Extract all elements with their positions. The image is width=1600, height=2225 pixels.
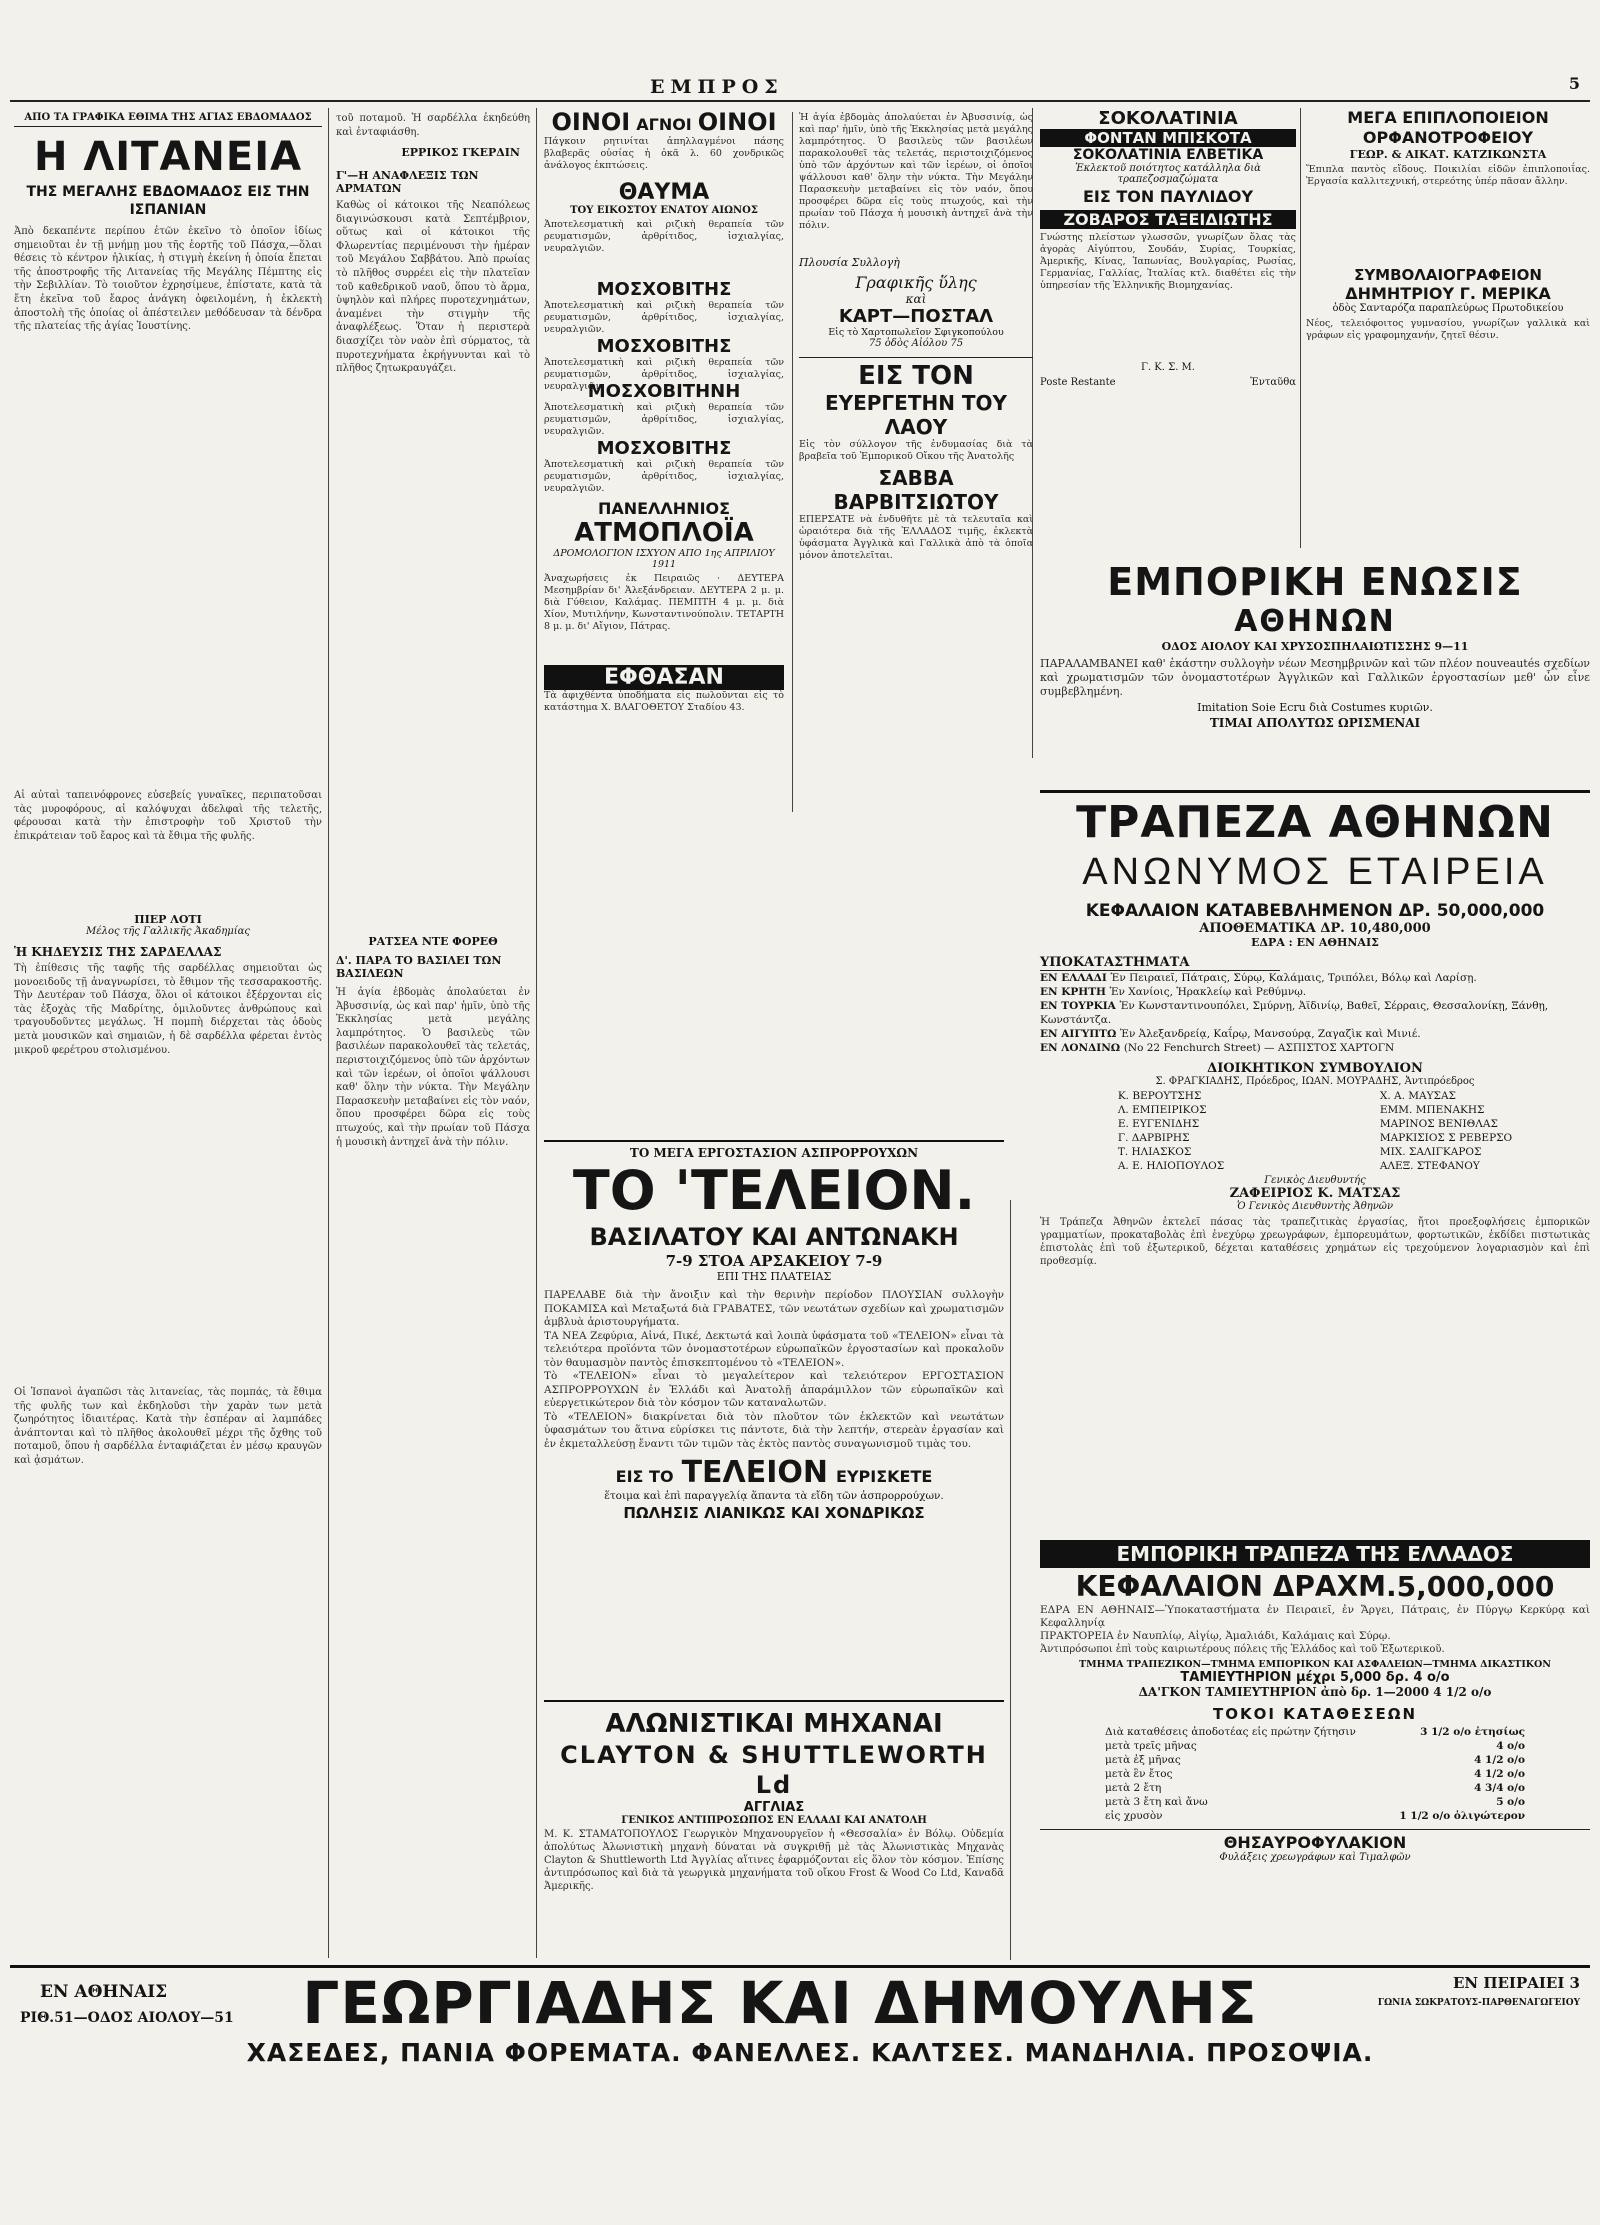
ad-body: Ἀποτελεσματικὴ καὶ ριζικὴ θεραπεία τῶν ρευματισμῶν, ἀρθρίτιδος, ἰσχιαλγίας, νευραλγιῶν. xyxy=(544,459,784,494)
bank-branch-place: ΕΝ ΕΛΛΑΔΙ xyxy=(1040,972,1111,984)
ad-teleion xyxy=(544,1140,1004,1580)
board-member: ΑΛΕΞ. ΣΤΕΦΑΝΟΥ xyxy=(1379,1160,1480,1172)
threshers-brand: CLAYTON & SHUTTLEWORTH Ld xyxy=(560,1741,988,1799)
ad-commercial-bank xyxy=(1040,1540,1590,1960)
interest-rate: 3 1/2 ο/ο ἐτησίως xyxy=(1420,1726,1525,1738)
board-member: ΜΑΡΙΝΟΣ ΒΕΝΙΘΛΑΣ xyxy=(1379,1118,1498,1130)
teleion-body: Τὸ «ΤΕΛΕΙΟΝ» εἶναι τὸ μεγαλείτερον καὶ τελειότερον ΕΡΓΟΣΤΑΣΙΟΝ ΑΣΠΡΟΡΡΟΥΧΩΝ ἐν Ἑλλάδι καὶ Ἀνατολῇ ἀπαράμιλλον τῶν εὐρωπαϊκῶν καὶ εὐεργετικώτερον διὰ τὸν κόσμον τῶν καταναλωτῶν. xyxy=(544,1370,1004,1409)
column-rule xyxy=(328,108,329,1958)
bank2-savings-2: ΔΑ'ΓΚΟΝ ΤΑΜΙΕΥΤΗΡΙΟΝ ἀπὸ δρ. 1—2000 4 1/2 ο/ο xyxy=(1138,1685,1492,1699)
bank2-departments: ΤΜΗΜΑ ΤΡΑΠΕΖΙΚΟΝ—ΤΜΗΜΑ ΕΜΠΟΡΙΚΟΝ ΚΑΙ ΑΣΦΑΛΕΙΩΝ—ΤΜΗΜΑ ΔΙΚΑΣΤΙΚΟΝ xyxy=(1079,1659,1551,1670)
ad-subtitle: ΤΟΥ ΕΙΚΟΣΤΟΥ ΕΝΑΤΟΥ ΑΙΩΝΟΣ xyxy=(570,205,758,216)
ad-body: Ἀποτελεσματικὴ καὶ ριζικὴ θεραπεία τῶν ρευματισμῶν, ἀρθρίτιδος, ἰσχιαλγίας, νευραλγιῶν. xyxy=(544,219,784,254)
board-list-left xyxy=(1118,1089,1224,1173)
ad-title: ΜΟΣΧΟΒΙΤΗΣ xyxy=(596,438,732,459)
article-signature: ΡΑΤΣΕΑ ΝΤΕ ΦΟΡΕΘ xyxy=(368,935,498,948)
interest-rate: 4 ο/ο xyxy=(1496,1740,1525,1752)
bank-branch-list: Ἐν Κωνσταντινουπόλει, Σμύρνῃ, Ἀϊδινίῳ, Βαθεῖ, Σέρραις, Θεσσαλονίκῃ, Ξάνθῃ, Κωνστάντζα. xyxy=(1040,1000,1549,1026)
bank-branch-list: Ἐν Πειραιεῖ, Πάτραις, Σύρῳ, Καλάμαις, Τριπόλει, Βόλῳ καὶ Λαρίσῃ. xyxy=(1110,972,1477,984)
bank-seat: ΕΔΡΑ : ΕΝ ΑΘΗΝΑΙΣ xyxy=(1251,936,1379,949)
bank-director-sub: Ὁ Γενικὸς Διευθυντὴς Ἀθηνῶν xyxy=(1236,1201,1394,1212)
footer-right-address: ΓΩΝΙΑ ΣΩΚΡΑΤΟΥΣ-ΠΑΡΘΕΝΑΓΩΓΕΙΟΥ xyxy=(1377,1998,1580,2008)
threshers-title: ΑΛΩΝΙΣΤΙΚΑΙ ΜΗΧΑΝΑΙ xyxy=(544,1700,1004,1740)
teleion-body: Τὸ «ΤΕΛΕΙΟΝ» διακρίνεται διὰ τὸν πλοῦτον τῶν ἐκλεκτῶν καὶ νεωτάτων ὑφασμάτων του ἅτινα εὑρίσκει τις πάντοτε, διὰ τὴν λεπτήν, στερεὰν ἐργασίαν καὶ ἐν ἐκμεταλλεύσῃ ἔναντι τῶν τιμῶν τὰς ἐκτὸς παντὸς συναγωνισμοῦ τιμὰς του. xyxy=(544,1410,1004,1450)
board-member: Γ. ΔΑΡΒΙΡΗΣ xyxy=(1117,1132,1190,1144)
board-member: Κ. ΒΕΡΟΥΤΣΗΣ xyxy=(1117,1090,1202,1102)
wine-ad-title: ΟΙΝΟΙ ΑΓΝΟΙ ΟΙΝΟΙ xyxy=(551,108,777,136)
ad-title: ΦΟΝΤΑΝ ΜΠΙΣΚΟΤΑ xyxy=(1040,129,1296,147)
ads-column-3a xyxy=(544,108,784,808)
ad-title: ΣΥΜΒΟΛΑΙΟΓΡΑΦΕΙΟΝ xyxy=(1354,266,1542,284)
teleion-address-2: ΕΠΙ ΤΗΣ ΠΛΑΤΕΙΑΣ xyxy=(716,1270,832,1283)
bank2-interest-table xyxy=(1105,1725,1525,1823)
ad-body: Τὰ ἀφιχθέντα ὑποδήματα εἰς πωλοῦνται εἰς τὸ κατάστημα Χ. ΒΛΑΓΟΘΕΤΟΥ Σταδίου 43. xyxy=(544,690,784,713)
bank2-interest-heading: ΤΟΚΟΙ ΚΑΤΑΘΕΣΕΩΝ xyxy=(1212,1705,1418,1723)
ad-title: ΣΟΚΟΛΑΤΙΝΙΑ ΕΛΒΕΤΙΚΑ xyxy=(1072,147,1264,163)
ad-body: Ἀποτελεσματικὴ καὶ ριζικὴ θεραπεία τῶν ρευματισμῶν, ἀρθρίτιδος, ἰσχιαλγίας, νευραλγιῶν. xyxy=(544,300,784,335)
ad-note: Imitation Soie Ecru διὰ Costumes κυριῶν. xyxy=(1197,701,1433,714)
teleion-address: 7-9 ΣΤΟΑ ΑΡΣΑΚΕΙΟΥ 7-9 xyxy=(665,1252,883,1270)
bank-branch-list: Ἐν Ἀλεξανδρείᾳ, Καΐρῳ, Μανσούρᾳ, Ζαγαζὶκ καὶ Μινιέ. xyxy=(1120,1028,1421,1040)
bank-branch-list: Ἐν Χανίοις, Ἡρακλείῳ καὶ Ρεθύμνῳ. xyxy=(1109,986,1307,998)
ad-signature: Γ. Κ. Σ. Μ. xyxy=(1141,362,1195,373)
bank-board-president: Σ. ΦΡΑΓΚΙΑΔΗΣ, Πρόεδρος, ΙΩΑΝ. ΜΟΥΡΑΔΗΣ, Ἀντιπρόεδρος xyxy=(1155,1076,1475,1087)
bank-subtitle: ΑΝΩΝΥΜΟΣ ΕΤΑΙΡΕΙΑ xyxy=(1082,851,1548,893)
ad-body: Ἔπιπλα παντὸς εἴδους. Ποικιλίαι εἰδῶν ἐπιπλοποιΐας. Ἐργασία καλλιτεχνική, στερεότης ὑπέρ πᾶσαν ἄλλην. xyxy=(1306,164,1590,187)
bank2-savings: ΤΑΜΙΕΥΤΗΡΙΟΝ μέχρι 5,000 δρ. 4 ο/ο xyxy=(1180,1670,1450,1685)
ad-emporiki-enosis xyxy=(1040,560,1590,770)
article-title: Η ΛΙΤΑΝΕΙΑ xyxy=(33,134,303,180)
stationery-ad-head: Πλουσία Συλλογὴ xyxy=(799,256,900,269)
ads-column-4a xyxy=(1040,108,1296,548)
board-member: Χ. Α. ΜΑΥΣΑΣ xyxy=(1379,1090,1456,1102)
ad-title: ΜΟΣΧΟΒΙΤΗΣ xyxy=(596,279,732,300)
footer-items: ΧΑΣΕΔΕΣ, ΠΑΝΙΑ ΦΟΡΕΜΑΤΑ. ΦΑΝΕΛΛΕΣ. ΚΑΛΤΣΕΣ. ΜΑΝΔΗΛΙΑ. ΠΡΟΣΟΨΙΑ. xyxy=(246,2038,1374,2067)
column-rule xyxy=(1300,108,1301,548)
teleion-kicker: ΤΟ ΜΕΓΑ ΕΡΓΟΣΤΑΣΙΟΝ ΑΣΠΡΟΡΡΟΥΧΩΝ xyxy=(544,1140,1004,1160)
ad-body: Ἀποτελεσματικὴ καὶ ριζικὴ θεραπεία τῶν ρευματισμῶν, ἀρθρίτιδος, ἰσχιαλγίας, νευραλγιῶν. xyxy=(544,402,784,437)
stationery-ad-title: Γραφικῆς ὕλης xyxy=(855,273,977,292)
interest-row xyxy=(1105,1809,1525,1823)
tailor-ad-name: ΣΑΒΒΑ ΒΑΡΒΙΤΣΙΩΤΟΥ xyxy=(833,466,999,514)
board-member: Ε. ΕΥΓΕΝΙΔΗΣ xyxy=(1117,1118,1200,1130)
ad-body: Νέος, τελειόφοιτος γυμνασίου, γνωρίζων γαλλικὰ καὶ γράφων εἰς γραφομηχανήν, ζητεῖ θέσιν. xyxy=(1306,318,1590,341)
masthead xyxy=(10,74,1590,102)
teleion-body: ΠΑΡΕΛΑΒΕ διὰ τὴν ἄνοιξιν καὶ τὴν θερινὴν περίοδον ΠΛΟΥΣΙΑΝ συλλογὴν ΠΟΚΑΜΙΣΑ καὶ Μεταξωτά διὰ ΓΡΑΒΑΤΕΣ, τῶν νεωτάτων σχεδίων καὶ χρωματισμῶν ἀμβλυὰ ἀριστουργήματα. xyxy=(544,1289,1004,1328)
page-number: 5 xyxy=(1568,74,1580,93)
teleion-find: ΕΙΣ ΤΟ ΤΕΛΕΙΟΝ ΕΥΡΙΣΚΕΤΕ xyxy=(615,1455,933,1490)
wine-ad-body: Πάγκοιν ρητινίται ἀπηλλαγμένοι πάσης βλαβερᾶς οὐσίας ἡ ὀκᾶ λ. 60 χονδρικῶς ἀνάλογος ἐκπτώσεις. xyxy=(544,136,784,171)
bank-branches xyxy=(1040,971,1590,1055)
bank-branch-place: ΕΝ ΑΙΓΥΠΤΩ xyxy=(1040,1028,1120,1040)
ad-address: ΟΔΟΣ ΑΙΟΛΟΥ ΚΑΙ ΧΡΥΣΟΣΠΗΛΑΙΩΤΙΣΣΗΣ 9—11 xyxy=(1161,640,1469,653)
article-body: Οἱ Ἰσπανοὶ ἀγαπῶσι τὰς λιτανείας, τὰς πομπάς, τὰ ἔθιμα τῆς φυλῆς των καὶ ἐκδηλοῦσι τὴν χαρὰν των μετὰ ζωηρότητος ἰδιαιτέρας. Κατὰ τὴν ἐσπέραν αἱ λαμπάδες ἀνάπτονται καὶ τὸ πλῆθος ἀκολουθεῖ μέχρι τῆς ὄχθης τοῦ ποταμοῦ, ὅπου ἡ σαρδέλλα ἐνταφιάζεται ἐν μέσῳ κραυγῶν καὶ ᾀσμάτων. xyxy=(14,1387,322,1466)
interest-term: Διὰ καταθέσεις ἀποδοτέας εἰς πρώτην ζήτησιν xyxy=(1105,1726,1356,1738)
ad-title: ΣΟΚΟΛΑΤΙΝΙΑ xyxy=(1098,108,1238,129)
article-litaneia xyxy=(14,112,322,1952)
article-signature-note: Μέλος τῆς Γαλλικῆς Ἀκαδημίας xyxy=(86,926,250,937)
footer-brand: ΓΕΩΡΓΙΑΔΗΣ ΚΑΙ ΔΗΜΟΥΛΗΣ xyxy=(302,1969,1258,2037)
bank-branch-row xyxy=(1040,1041,1590,1055)
board-member: ΕΜΜ. ΜΠΕΝΑΚΗΣ xyxy=(1379,1104,1485,1116)
ad-contact: Poste Restante Ἐνταῦθα xyxy=(1040,377,1296,388)
stationery-ad-and: καὶ xyxy=(905,292,927,306)
interest-term: μετὰ 2 ἔτη xyxy=(1105,1782,1162,1794)
bank-branches-heading: ΥΠΟΚΑΤΑΣΤΗΜΑΤΑ xyxy=(1040,955,1280,971)
board-member: Α. Ε. ΗΛΙΟΠΟΥΛΟΣ xyxy=(1117,1160,1225,1172)
bank-branch-place: ΕΝ ΛΟΝΔΙΝΩ xyxy=(1040,1042,1124,1054)
interest-row xyxy=(1105,1767,1525,1781)
article-signature: ΕΡΡΙΚΟΣ ΓΚΕΡΔΙΝ xyxy=(401,146,520,159)
bank2-title: ΕΜΠΟΡΙΚΗ ΤΡΑΠΕΖΑ ΤΗΣ ΕΛΛΑΔΟΣ xyxy=(1040,1540,1590,1568)
board-member: ΜΙΧ. ΣΑΛΙΓΚΑΡΟΣ xyxy=(1379,1146,1482,1158)
ad-title: ΕΙΣ ΤΟΝ ΠΑΥΛΙΔΟΥ xyxy=(1082,187,1254,206)
ad-title: ΖΟΒΑΡΟΣ ΤΑΞΕΙΔΙΩΤΗΣ xyxy=(1040,210,1296,229)
teleion-body: ΤΑ ΝΕΑ Ζεφύρια, Αἰνά, Πικέ, Δεκτωτά καὶ λοιπὰ ὑφάσματα τοῦ «ΤΕΛΕΙΟΝ» εἶναι τὰ τελειότερα προϊόντα τῶν ὀνομαστοτέρων εὐρωπαϊκῶν ἐργοστασίων καὶ προκαλοῦν τὸν θαυμασμὸν παντὸς ἐπισκεπτομένου τὸ «ΤΕΛΕΙΟΝ». xyxy=(544,1329,1004,1369)
interest-term: μετὰ ἐξ μῆνας xyxy=(1105,1754,1181,1766)
ad-body: Ἀποτελεσματικὴ καὶ ριζικὴ θεραπεία τῶν ρευματισμῶν, ἀρθρίτιδος, ἰσχιαλγίας, νευραλγιῶν. xyxy=(544,357,784,392)
teleion-sell: ΠΩΛΗΣΙΣ ΛΙΑΝΙΚΩΣ ΚΑΙ ΧΟΝΔΡΙΚΩΣ xyxy=(623,1504,925,1522)
bank-director: ΖΑΦΕΙΡΙΟΣ Κ. ΜΑΤΣΑΣ xyxy=(1229,1186,1401,1201)
ads-column-3b xyxy=(792,112,1033,812)
bank2-vault: ΘΗΣΑΥΡΟΦΥΛΑΚΙΟΝ xyxy=(1040,1829,1590,1852)
bank-board-heading: ΔΙΟΙΚΗΤΙΚΟΝ ΣΥΜΒΟΥΛΙΟΝ xyxy=(1207,1061,1423,1076)
bank-branch-list: (No 22 Fenchurch Street) — ΑΣΠΙΣΤΟΣ ΧΑΡΤΟΓΝ xyxy=(1123,1042,1395,1054)
teleion-owners: ΒΑΣΙΛΑΤΟΥ ΚΑΙ ΑΝΤΩΝΑΚΗ xyxy=(589,1223,959,1251)
stationery-ad-address: 75 ὁδὸς Αἰόλου 75 xyxy=(868,338,964,349)
interest-term: μετὰ ἓν ἔτος xyxy=(1105,1768,1173,1780)
section-heading: Γ'—Η ΑΝΑΦΛΕΞΙΣ ΤΩΝ ΑΡΜΑΤΩΝ xyxy=(336,169,479,195)
ad-title: ΘΑΥΜΑ xyxy=(618,180,710,205)
board-member: ΜΑΡΚΙΣΙΟΣ Σ ΡΕΒΕΡΣΟ xyxy=(1379,1132,1513,1144)
interest-term: μετὰ τρεῖς μῆνας xyxy=(1105,1740,1197,1752)
ad-subtitle: ΓΕΩΡ. & ΑΙΚΑΤ. ΚΑΤΖΙΚΩΝΣΤΑ xyxy=(1349,148,1547,161)
interest-row xyxy=(1105,1795,1525,1809)
ad-title: ΜΟΣΧΟΒΙΤΗΝΗ xyxy=(587,381,741,402)
interest-rate: 1 1/2 ο/ο ὀλιγώτερον xyxy=(1399,1810,1525,1822)
threshers-country: ΑΓΓΛΙΑΣ xyxy=(743,1800,805,1815)
ad-bank-athens xyxy=(1040,790,1590,1530)
article-body: Καθὼς οἱ κάτοικοι τῆς Νεαπόλεως διαγινώσκουσι κατὰ Σεπτέμβριον, οὕτως καὶ οἱ κάτοικοι τῆς Φλωρεντίας περιμένουσι τὴν ἡμέραν τοῦ Μεγάλου Σαββάτου. Ἀπὸ πρωίας τὸ πλῆθος συρρέει εἰς τὴν πλατεῖαν τοῦ καθεδρικοῦ ναοῦ, ὅπου τὸ ἅρμα, ὑψηλὸν καὶ πλήρες πυροτεχνημάτων, ἀναμένει τὴν στιγμὴν τῆς ἀναφλέξεως. Ὅταν ἡ περιστερὰ διασχίζει τὸν ναὸν ἐπὶ σύρματος, τὰ πυροτεχνήματα ἐκρήγνυνται καὶ τὸ πλῆθος ζητωκραυγάζει. xyxy=(336,200,530,375)
tailor-ad-body: Εἰς τὸν σύλλογον τῆς ἐνδυμασίας διὰ τὰ βραβεῖα τοῦ Ἐμπορικοῦ Οἴκου τῆς Ἀνατολῆς xyxy=(799,439,1033,462)
ad-note: ΤΙΜΑΙ ΑΠΟΛΥΤΩΣ ΩΡΙΣΜΕΝΑΙ xyxy=(1209,716,1421,730)
board-member: Τ. ΗΛΙΑΣΚΟΣ xyxy=(1117,1146,1192,1158)
bank-branch-place: ΕΝ ΤΟΥΡΚΙΑ xyxy=(1040,1000,1120,1012)
shipping-ad-title: ΑΤΜΟΠΛΟΪΑ xyxy=(574,518,754,548)
article-kicker: ΑΠΟ ΤΑ ΓΡΑΦΙΚΑ ΕΘΙΜΑ ΤΗΣ ΑΓΙΑΣ ΕΒΔΟΜΑΔΟΣ xyxy=(14,112,322,127)
ad-title: ΕΜΠΟΡΙΚΗ ΕΝΩΣΙΣ xyxy=(1107,560,1523,604)
ad-title: ΜΟΣΧΟΒΙΤΗΣ xyxy=(596,336,732,357)
article-body: Αἱ αὐταὶ ταπεινόφρονες εὐσεβείς γυναῖκες, περιπατοῦσαι τὰς μυροφόρους, αἱ καλόψυχαι ἀδελφαὶ τῆς τελετῆς, φέρουσαι κατὰ τὴν ἐπιστροφὴν τοῦ Χριστοῦ τὴν ἐπικράτειαν τοῦ ἔαρος καὶ τὰ ἔθιμα τῆς φυλῆς. xyxy=(14,790,322,842)
bank-branch-row xyxy=(1040,999,1590,1027)
column-rule xyxy=(536,108,537,1958)
ad-body: ΠΑΡΑΛΑΜΒΑΝΕΙ καθ' ἑκάστην συλλογὴν νέων Μεσημβρινῶν καὶ τῶν πλέον nouveautés σχεδίων καὶ χρωματισμῶν τῶν ὀνομαστοτέρων Ἀγγλικῶν καὶ Γαλλικῶν ἐργοστασίων μεθ' ὧν εἶνε συμβεβλημένη. xyxy=(1040,657,1590,698)
ad-title: ΕΦΘΑΣΑΝ xyxy=(544,665,784,690)
stationery-ad-postcards: ΚΑΡΤ—ΠΟΣΤΑΛ xyxy=(838,306,994,327)
ad-address: ὁδὸς Σανταρόζα παραπλεύρως Πρωτοδικείου xyxy=(1332,303,1564,314)
footer-right-city: ΕΝ ΠΕΙΡΑΙΕΙ 3 xyxy=(1452,1974,1580,1992)
interest-rate: 4 1/2 ο/ο xyxy=(1474,1754,1525,1766)
bank2-capital: ΚΕΦΑΛΑΙΟΝ ΔΡΑΧΜ.5,000,000 xyxy=(1075,1570,1555,1603)
article-continued xyxy=(336,112,530,1952)
ad-threshers xyxy=(544,1700,1004,1960)
bank2-vault-sub: Φυλάξεις χρεωγράφων καὶ Τιμαλφῶν xyxy=(1219,1852,1411,1863)
interest-row xyxy=(1105,1781,1525,1795)
interest-term: εἰς χρυσὸν xyxy=(1105,1810,1163,1822)
article-body: Ἡ ἀγία ἑβδομὰς ἀπολαύεται ἐν Ἀβυσσινίᾳ, ὡς καὶ παρ' ἡμῖν, ὑπὸ τῆς Ἐκκλησίας μετὰ μεγάλης λαμπρότητος. Ὁ βασιλεὺς τῶν βασιλέων παρακολουθεῖ τὰς τελετάς, περιστοιχιζόμενος ὑπὸ τῶν ἀρχόντων καὶ τῶν ἱερέων, οἱ ὁποῖοι ψάλλουσι καθ' ὅλην τὴν νύκτα. Τὴν Μεγάλην Παρασκευὴν μεταβαίνει εἰς τὸν ναόν, ὅπου προσφέρει δῶρα εἰς τοὺς πτωχούς, καὶ τὴν πρωίαν τοῦ Πάσχα ἡ μουσικὴ ἀντηχεῖ ἀνὰ τὴν πόλιν. xyxy=(336,987,530,1148)
article-body: Ἡ ἀγία ἑβδομὰς ἀπολαύεται ἐν Ἀβυσσινίᾳ, ὡς καὶ παρ' ἡμῖν, ὑπὸ τῆς Ἐκκλησίας μετὰ μεγάλης λαμπρότητος. Ὁ βασιλεὺς τῶν βασιλέων παρακολουθεῖ τὰς τελετάς, περιστοιχιζόμενος ὑπὸ τῶν ἀρχόντων καὶ τῶν ἱερέων, οἱ ὁποῖοι ψάλλουσι καθ' ὅλην τὴν νύκτα. Τὴν Μεγάλην Παρασκευὴν μεταβαίνει εἰς τὸν ναόν, ὅπου προσφέρει δῶρα εἰς τοὺς πτωχούς, καὶ τὴν πρωίαν τοῦ Πάσχα ἡ μουσικὴ ἀντηχεῖ ἀνὰ τὴν πόλιν. xyxy=(799,112,1033,231)
board-list-right xyxy=(1380,1089,1512,1173)
ad-subtitle: Ἐκλεκτοῦ ποιότητος κατάλληλα διὰ τραπεζοσμαζώματα xyxy=(1075,163,1261,185)
tailor-ad-kicker: ΕΙΣ ΤΟΝ xyxy=(799,357,1033,391)
section-heading: Δ'. ΠΑΡΑ ΤΟ ΒΑΣΙΛΕΙ ΤΩΝ ΒΑΣΙΛΕΩΝ xyxy=(336,954,502,980)
section-heading: Ἡ ΚΗΔΕΥΣΙΣ ΤΗΣ ΣΑΡΔΕΛΛΑΣ xyxy=(14,945,222,959)
bank-director-heading: Γενικὸς Διευθυντής xyxy=(1264,1175,1366,1186)
footer-left-city: ΕΝ ΑΘΗΝΑΙΣ xyxy=(40,1982,168,2002)
paper-name: ΕΜΠΡΟΣ xyxy=(650,76,784,98)
teleion-find-line: ἕτοιμα καὶ ἐπὶ παραγγελίᾳ ἅπαντα τὰ εἴδη τῶν ἀσπρορρούχων. xyxy=(604,1490,944,1502)
bank-capital: ΚΕΦΑΛΑΙΟΝ ΚΑΤΑΒΕΒΛΗΜΕΝΟΝ ΔΡ. 50,000,000 xyxy=(1085,901,1545,921)
threshers-agent: ΓΕΝΙΚΟΣ ΑΝΤΙΠΡΟΣΩΠΟΣ ΕΝ ΕΛΛΑΔΙ ΚΑΙ ΑΝΑΤΟΛΗ xyxy=(621,1815,927,1826)
shipping-ad-subtitle: ΔΡΟΜΟΛΟΓΙΟΝ ΙΣΧΥΟΝ ΑΠΟ 1ης ΑΠΡΙΛΙΟΥ 1911 xyxy=(553,548,775,570)
ad-title: ΜΕΓΑ ΕΠΙΠΛΟΠΟΙΕΙΟΝ ΟΡΦΑΝΟΤΡΟΦΕΙΟΥ xyxy=(1347,108,1549,147)
ad-title: ΔΗΜΗΤΡΙΟΥ Γ. ΜΕΡΙΚΑ xyxy=(1345,284,1551,303)
article-signature: ΠΙΕΡ ΛΟΤΙ xyxy=(134,913,202,926)
column-rule xyxy=(1010,1200,1011,1960)
board-member: Λ. ΕΜΠΕΙΡΙΚΟΣ xyxy=(1117,1104,1207,1116)
ad-body: Γνώστης πλείστων γλωσσῶν, γνωρίζων ὅλας τὰς ἀγορὰς Αἰγύπτου, Σουδάν, Συρίας, Τουρκίας, Ἀμερικῆς, Κίνας, Ἰαπωνίας, Βουλγαρίας, Ρωσίας, Γερμανίας, Γαλλίας, Ἰταλίας κτλ. διαθέτει εἰς τὴν ὑπηρεσίαν τῆς Ἑλληνικῆς Βιομηχανίας. xyxy=(1040,232,1296,291)
bank-branch-row xyxy=(1040,971,1590,985)
stationery-ad-shop: Εἰς τὸ Χαρτοπωλεῖον Σφιγκοπούλου xyxy=(828,327,1004,338)
teleion-title: ΤΟ 'ΤΕΛΕΙΟΝ. xyxy=(572,1159,976,1222)
ads-column-4b xyxy=(1306,108,1590,548)
bank-board-members xyxy=(1040,1089,1590,1173)
interest-row xyxy=(1105,1739,1525,1753)
interest-term: μετὰ 3 ἔτη καὶ ἄνω xyxy=(1105,1796,1208,1808)
interest-rate: 4 1/2 ο/ο xyxy=(1474,1768,1525,1780)
bank-branch-row xyxy=(1040,1027,1590,1041)
bank-branch-place: ΕΝ ΚΡΗΤΗ xyxy=(1040,986,1110,998)
tailor-ad-body: ΕΠΕΡΣΑΤΕ νὰ ἐνδυθῆτε μὲ τὰ τελευταῖα καὶ ὡραιότερα διὰ τῆς ἘΛΛΑΔΟΣ τιμῆς, ἐκλεκτὰ ὑφάσματα Ἀγγλικὰ καὶ Γαλλικὰ ἀπὸ τὰ ὁποῖα μόνον ἀποτελεῖται. xyxy=(799,514,1033,561)
interest-rate: 5 ο/ο xyxy=(1496,1796,1525,1808)
article-subtitle: ΤΗΣ ΜΕΓΑΛΗΣ ΕΒΔΟΜΑΔΟΣ ΕΙΣ ΤΗΝ ΙΣΠΑΝΙΑΝ xyxy=(26,184,310,218)
article-body: Ἀπὸ δεκαπέντε περίπου ἐτῶν ἐκεῖνο τὸ ὁποῖον ἰδίως σημειοῦται ἐν τῇ μνήμῃ μου τῆς ἑορτῆς τοῦ Πάσχα,—ὅλαι θέσεις τὸ κέντρον ἡλικίας, ἡ στιγμὴ ἐκείνη ἡ ὁποία ἔπεται τῆς ἀποστροφῆς τῆς Λιτανείας τῆς Μεγάλης Πέμπτης εἰς τὴν Σεβιλλίαν. Τὸ τοιοῦτον ἐχρησίμευε, ἐπίστατε, κατὰ τὰ ἔτη ἐκεῖνα τοῦ ἔαρος ἀνάγκη ὀφειλομένη, ἡ ἐκλεκτὴ ἀποστολὴ τῆς ὁποίας οἱ ἀπέστειλεν μεθόδευσαν τὰ δένδρα τῆς πλατείας τῆς ἁγίας Ἰουστίνης. xyxy=(14,226,322,333)
ad-city: ΑΘΗΝΩΝ xyxy=(1234,604,1396,639)
bank-reserve: ΑΠΟΘΕΜΑΤΙΚΑ ΔΡ. 10,480,000 xyxy=(1199,921,1431,936)
bank-branch-row xyxy=(1040,985,1590,999)
bank-body: Ἡ Τράπεζα Ἀθηνῶν ἐκτελεῖ πάσας τὰς τραπεζιτικὰς ἐργασίας, ἤτοι προεξοφλήσεις ἐμπορικῶν γραμματίων, προκαταβολὰς ἐπὶ ἐνεχύρῳ χρεωγράφων, ἐμπορευμάτων, φορτωτικῶν, ἐκδίδει πιστωτικὰς ἐπιστολὰς ἐπὶ τοῦ ἐξωτερικοῦ, δέχεται καταθέσεις χρημάτων εἰς τρεχούμενον λογαριασμὸν καὶ ἐπὶ προθεσμίᾳ. xyxy=(1040,1217,1590,1267)
interest-row xyxy=(1105,1725,1525,1739)
footer-left-address: ΡΙΘ.51—ΟΔΟΣ ΑΙΟΛΟΥ—51 xyxy=(20,2010,234,2026)
interest-row xyxy=(1105,1753,1525,1767)
shipping-ad-body: Ἀναχωρήσεις ἐκ Πειραιῶς · ΔΕΥΤΕΡΑ Μεσημβρίαν δι' Ἀλεξάνδρειαν. ΔΕΥΤΕΡΑ 2 μ. μ. διὰ Γύθειον, Καλάμας. ΠΕΜΠΤΗ 4 μ. μ. διὰ Χίον, Μυτιλήνην, Κωνσταντινούπολιν. ΤΕΤΑΡΤΗ 8 μ. μ. δι' Αἴγιον, Πάτρας. xyxy=(544,573,784,632)
footer-banner xyxy=(10,1965,1590,2093)
article-body: Τὴ ἐπίθεσις τῆς ταφῆς τῆς σαρδέλλας σημειοῦται ὡς μονοειδοῦς τῇ ἀναγνωρίσει, τὸ ἔθιμον τῆς τεσσαρακοστῆς. Τὴν Δευτέραν τοῦ Πάσχα, ὅλοι οἱ κάτοικοι ἐξέρχονται εἰς τὰς ἐξοχὰς τῆς Μαδρίτης, ὁμιλοῦντες ἀνθρώπους καὶ τραγουδοῦντες μεγάλως. Ἡ πομπὴ διέρχεται τὰς ὁδοὺς μετὰ μουσικῶν καὶ σημαιῶν, ἡ δὲ σαρδέλλα φέρεται ἐντὸς μικροῦ φερέτρου στολισμένου. xyxy=(14,963,322,1056)
bank2-seat: ΕΔΡΑ ΕΝ ΑΘΗΝΑΙΣ—Ὑποκαταστήματα ἐν Πειραιεῖ, ἐν Ἄργει, Πάτραις, ἐν Πύργῳ Κερκύρᾳ καὶ Κεφαλληνίᾳ xyxy=(1040,1604,1590,1629)
bank2-agencies-2: Ἀντιπρόσωποι ἐπὶ τοὺς καιριωτέρους πόλεις τῆς Ἑλλάδος καὶ τοῦ Ἐξωτερικοῦ. xyxy=(1040,1644,1445,1655)
interest-rate: 4 3/4 ο/ο xyxy=(1474,1782,1525,1794)
bank2-agencies: ΠΡΑΚΤΟΡΕΙΑ ἐν Ναυπλίῳ, Αἰγίῳ, Ἀμαλιάδι, Καλάμαις καὶ Σύρῳ. xyxy=(1040,1630,1391,1642)
threshers-body: Μ. Κ. ΣΤΑΜΑΤΟΠΟΥΛΟΣ Γεωργικὸν Μηχανουργεῖον ἡ «Θεσσαλία» ἐν Βόλῳ. Οὐδεμία ἀπολύτως Ἀλωνιστικὴ μηχανὴ δύναται νὰ συγκριθῇ μὲ τὰς Ἀλωνιστικὰς Μηχανὰς Clayton & Shuttleworth Ltd Ἀγγλίας αἵτινες ἐφαρμόζονται εἰς ὅλον τὸν κόσμον. Ἐπίσης ἀντιπρόσωπος καὶ διὰ τὰ γεωργικὰ μηχανήματα τοῦ οἴκου Frost & Wood Co Ltd, Καναδᾶ Ἀμερικῆς. xyxy=(544,1829,1004,1892)
article-body: τοῦ ποταμοῦ. Ἡ σαρδέλλα ἐκηδεύθη καὶ ἐνταφιάσθη. xyxy=(336,113,530,138)
bank-title: ΤΡΑΠΕΖΑ ΑΘΗΝΩΝ xyxy=(1040,790,1590,849)
shipping-ad-kicker: ΠΑΝΕΛΛΗΝΙΟΣ xyxy=(597,499,731,518)
tailor-ad-title: ΕΥΕΡΓΕΤΗΝ ΤΟΥ ΛΑΟΥ xyxy=(824,391,1008,439)
